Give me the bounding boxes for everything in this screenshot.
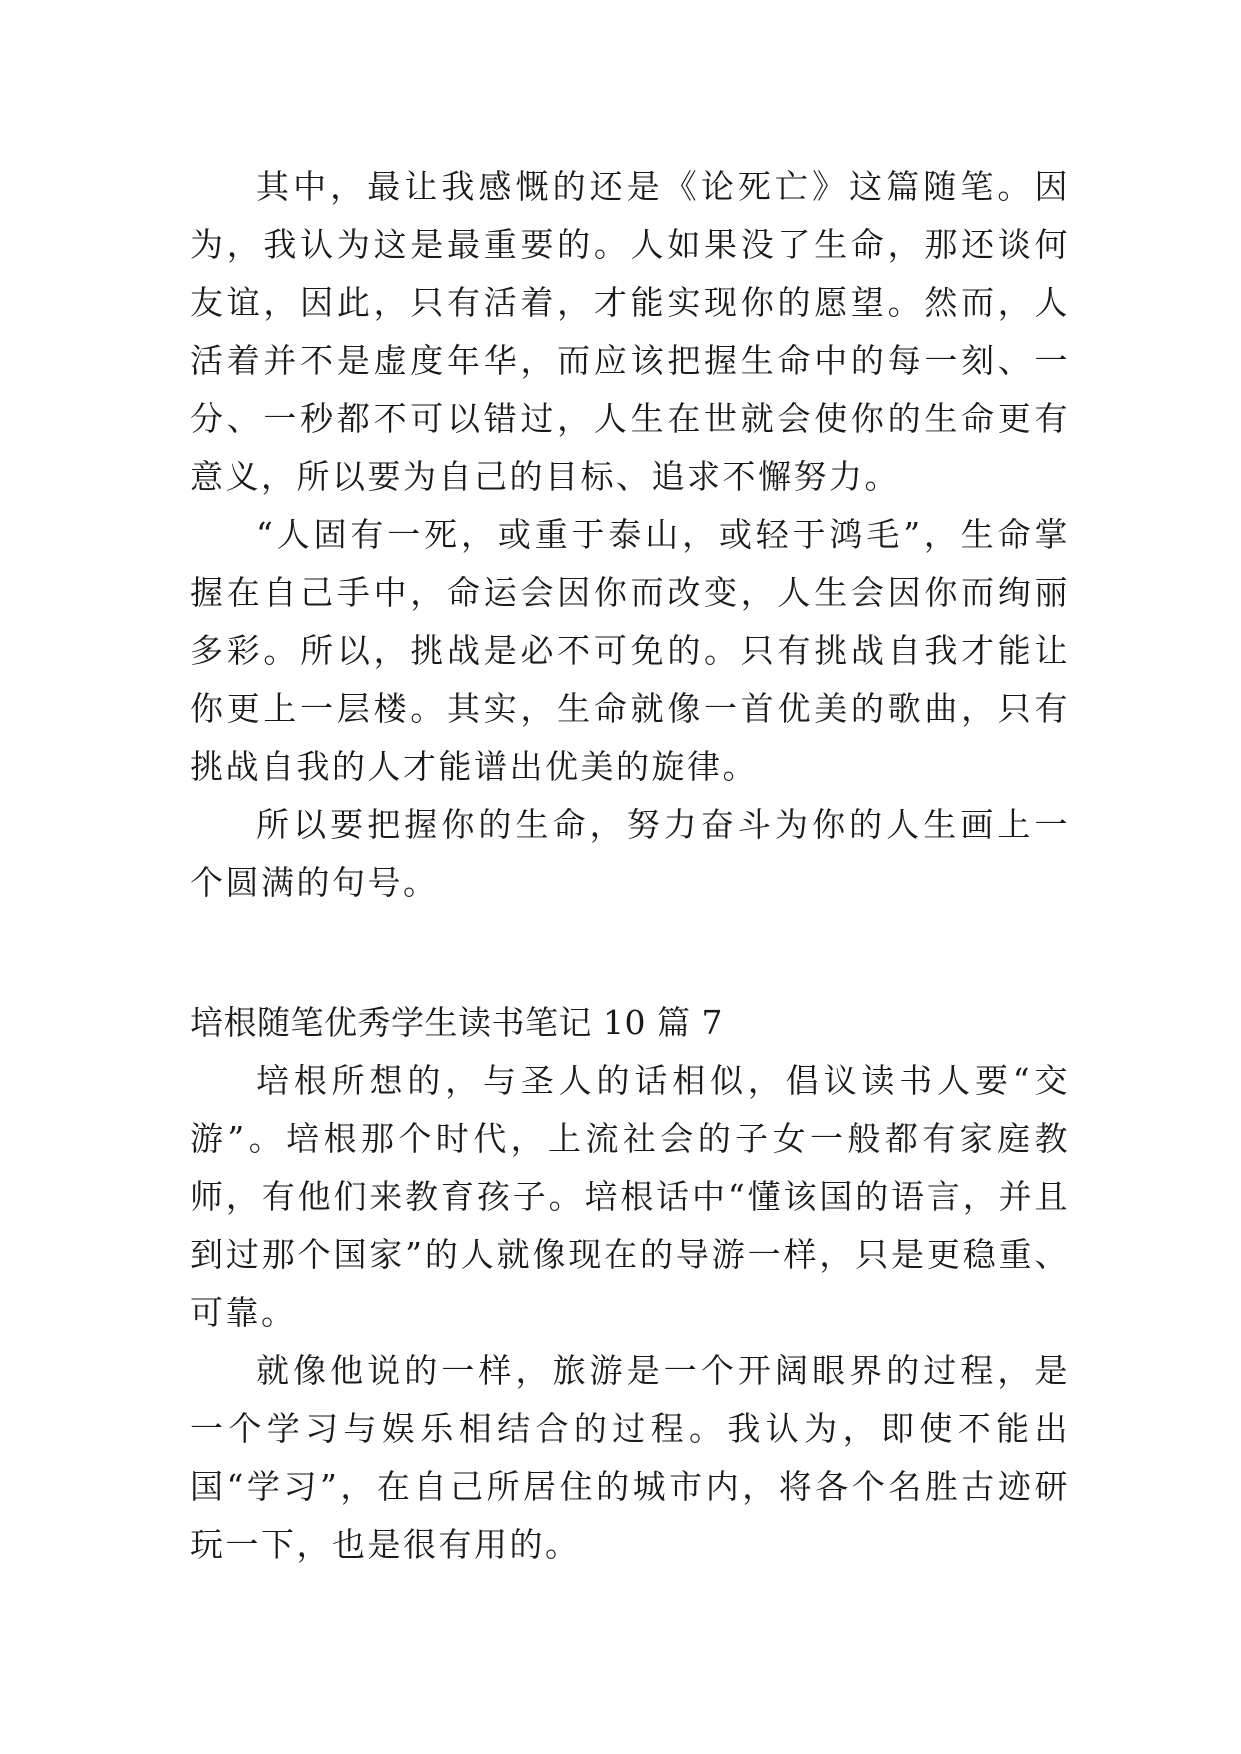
paragraph-travel-advice: 培根所想的，与圣人的话相似，倡议读书人要“交游”。培根那个时代，上流社会的子女一般都有家庭教师，有他们来教育孩子。培根话中“懂该国的语言，并且到过那个国家”的人就像现在的导游一样，只是更稳重、可靠。 [190, 1061, 1070, 1332]
paragraph-on-death: 其中，最让我感慨的还是《论死亡》这篇随笔。因为，我认为这是最重要的。人如果没了生命，那还谈何友谊，因此，只有活着，才能实现你的愿望。然而，人活着并不是虚度年华，而应该把握生命中的每一刻、一分、一秒都不可以错过，人生在世就会使你的生命更有意义，所以要为自己的目标、追求不懈努力。 [190, 167, 1070, 496]
document-body [190, 158, 1070, 1574]
paragraph-travel-learning: 就像他说的一样，旅游是一个开阔眼界的过程，是一个学习与娱乐相结合的过程。我认为，即使不能出国“学习”，在自己所居住的城市内，将各个名胜古迹研玩一下，也是很有用的。 [190, 1351, 1070, 1564]
paragraph-conclusion: 所以要把握你的生命，努力奋斗为你的人生画上一个圆满的句号。 [190, 805, 1070, 902]
paragraph-life-quote: “人固有一死，或重于泰山，或轻于鸿毛”，生命掌握在自己手中，命运会因你而改变，人生会因你而绚丽多彩。所以，挑战是必不可免的。只有挑战自我才能让你更上一层楼。其实，生命就像一首优美的歌曲，只有挑战自我的人才能谱出优美的旋律。 [190, 515, 1070, 786]
section-title: 培根随笔优秀学生读书笔记 10 篇 7 [190, 1003, 723, 1042]
